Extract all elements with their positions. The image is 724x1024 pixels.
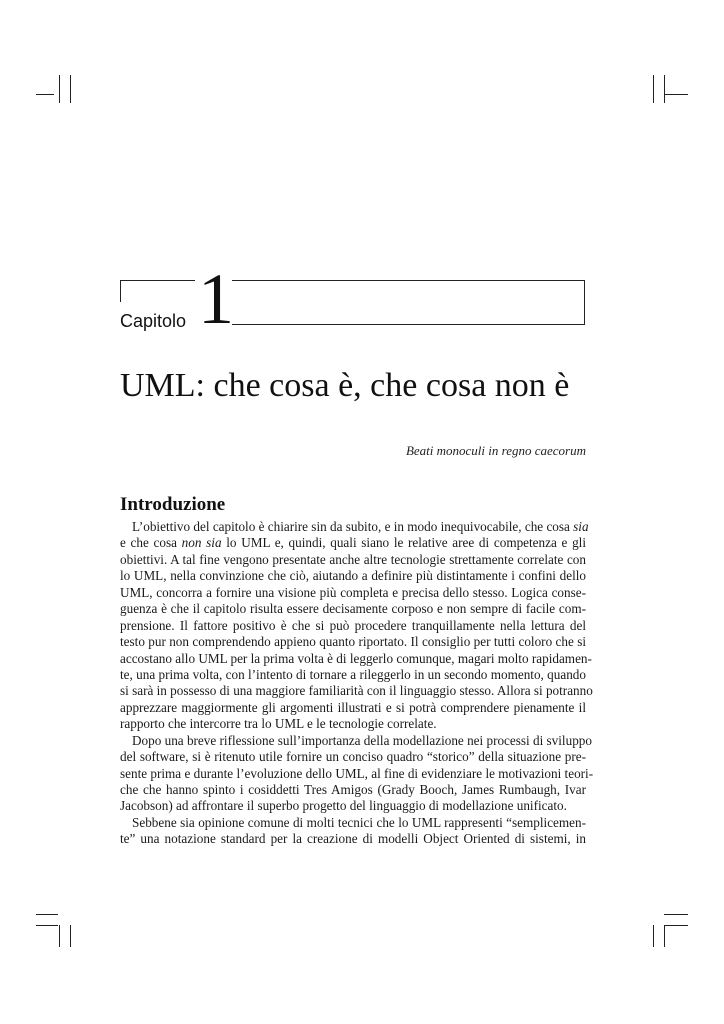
text-line: sente prima e durante l’evoluzione dello UML, al fine di evidenziare le motivazioni teori- xyxy=(120,765,594,781)
text-line: te” una notazione standard per la creazione di modelli Object Oriented di sistemi, in xyxy=(120,831,586,847)
text-line: lo UML, nella convinzione che ciò, aiutando a definire più distintamente i confini dello xyxy=(120,568,586,584)
text-line: e che cosa non sia lo UML e, quindi, quali siano le relative aree di competenza e gli xyxy=(120,535,587,551)
text-line: prensione. Il fattore positivo è che si può procedere tranquillamente nella lettura del xyxy=(120,617,586,633)
text-line: obiettivi. A tal fine vengono presentate anche altre tecnologie strettamente correlate con xyxy=(120,551,586,567)
text-line: testo pur non comprendendo appieno quanto riportato. Il consiglio per tutti coloro che si xyxy=(120,634,586,650)
chapter-number: 1 xyxy=(198,259,234,339)
text-line: Sebbene sia opinione comune di molti tecnici che lo UML rappresenti “semplicemen- xyxy=(132,814,586,830)
text-line: guenza è che il capitolo risulta essere decisamente corposo e non sempre di facile com- xyxy=(120,601,586,617)
text-line: rapporto che intercorre tra lo UML e le tecnologie correlate. xyxy=(120,716,437,732)
chapter-label: Capitolo xyxy=(120,311,187,331)
text-line: te, una prima volta, con l’intento di tornare a rileggerlo in un secondo momento, quando xyxy=(120,666,586,682)
text-line: accostano allo UML per la prima volta è di leggerlo comunque, magari molto rapidamen- xyxy=(120,650,592,666)
chapter-title: UML: che cosa è, che cosa non è xyxy=(120,367,570,404)
text-line: si sarà in possesso di una maggiore familiarità con il linguaggio stesso. Allora si potranno xyxy=(120,683,593,699)
text-line: che che hanno spinto i cosiddetti Tres Amigos (Grady Booch, James Rumbaugh, Ivar xyxy=(120,782,586,797)
text-line: Dopo una breve riflessione sull’importanza della modellazione nei processi di sviluppo xyxy=(132,732,592,748)
epigraph: Beati monoculi in regno caecorum xyxy=(405,443,586,458)
text-line: del software, si è ritenuto utile fornire un conciso quadro “storico” della situazione pre- xyxy=(120,749,586,765)
text-line: Jacobson) ad affrontare il superbo progetto del linguaggio di modellazione unificato. xyxy=(120,798,567,814)
body-text xyxy=(120,519,594,848)
text-line: L’obiettivo del capitolo è chiarire sin da subito, e in modo inequivocabile, che cosa sia xyxy=(132,519,589,534)
text-line: UML, concorra a fornire una visione più completa e precisa dello stesso. Logica conse- xyxy=(120,584,586,600)
section-heading: Introduzione xyxy=(120,494,226,515)
text-line: apprezzare maggiormente gli argomenti illustrati e si potrà comprendere pienamente il xyxy=(120,699,586,715)
chapter-header-frame xyxy=(120,280,586,326)
